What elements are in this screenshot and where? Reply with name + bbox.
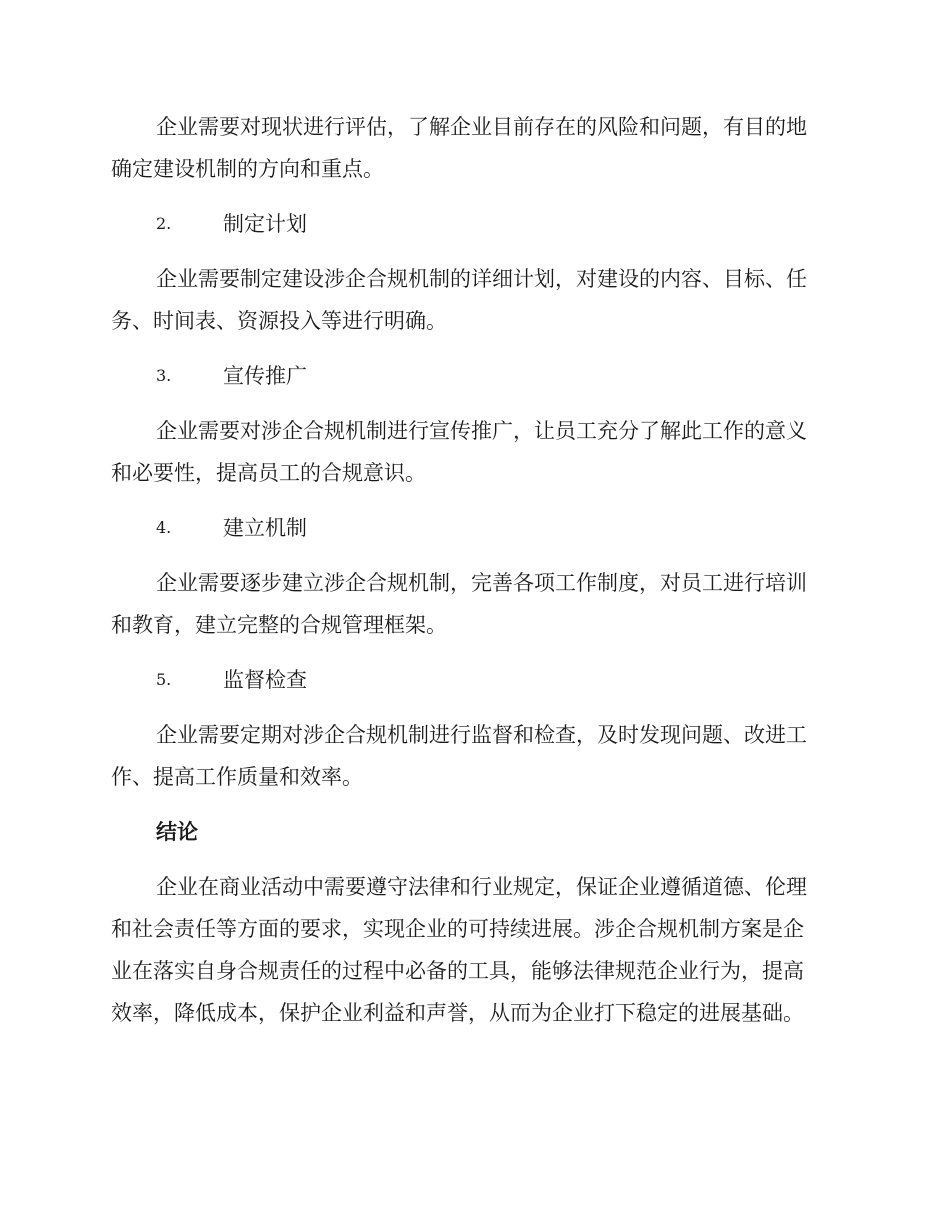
list-item-number: 5.: [156, 670, 172, 689]
paragraph-line: 和必要性，提高员工的合规意识。: [111, 461, 426, 485]
paragraph-line: 务、时间表、资源投入等进行明确。: [111, 309, 447, 333]
paragraph-line: 企业需要定期对涉企合规机制进行监督和检查，及时发现问题、改进工: [156, 723, 807, 747]
list-item-title: 建立机制: [223, 516, 307, 540]
list-item-title: 宣传推广: [223, 364, 307, 388]
list-item-number: 3.: [156, 366, 172, 385]
paragraph-line: 确定建设机制的方向和重点。: [111, 157, 384, 181]
paragraph-line: 企业需要逐步建立涉企合规机制，完善各项工作制度，对员工进行培训: [156, 571, 807, 595]
paragraph-line: 和教育，建立完整的合规管理框架。: [111, 613, 447, 637]
paragraph-line: 和社会责任等方面的要求，实现企业的可持续进展。涉企合规机制方案是企: [111, 917, 804, 941]
list-item-title: 监督检查: [223, 668, 307, 692]
paragraph-line: 企业在商业活动中需要遵守法律和行业规定，保证企业遵循道德、伦理: [156, 875, 807, 899]
section-heading: 结论: [156, 819, 198, 844]
list-item-number: 2.: [156, 214, 172, 233]
paragraph-line: 效率，降低成本，保护企业利益和声誉，从而为企业打下稳定的进展基础。: [111, 1001, 804, 1025]
list-item-title: 制定计划: [223, 212, 307, 236]
paragraph-line: 企业需要对涉企合规机制进行宣传推广，让员工充分了解此工作的意义: [156, 419, 807, 443]
paragraph-line: 企业需要制定建设涉企合规机制的详细计划，对建设的内容、目标、任: [156, 267, 807, 291]
paragraph-line: 作、提高工作质量和效率。: [111, 765, 363, 789]
paragraph-line: 企业需要对现状进行评估，了解企业目前存在的风险和问题，有目的地: [156, 115, 807, 139]
paragraph-line: 业在落实自身合规责任的过程中必备的工具，能够法律规范企业行为，提高: [111, 959, 804, 983]
list-item-number: 4.: [156, 518, 172, 537]
